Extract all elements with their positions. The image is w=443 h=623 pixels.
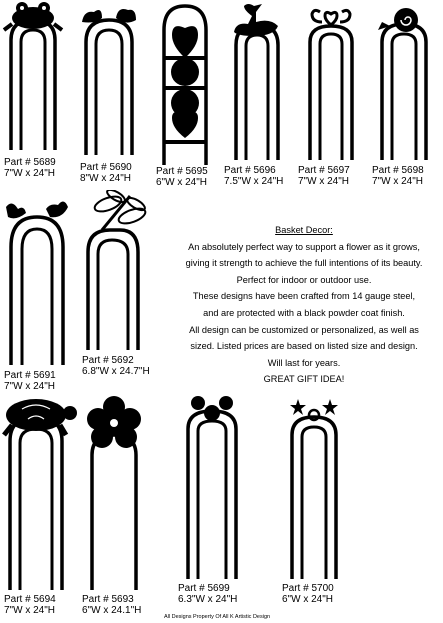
stars-icon: [282, 395, 352, 581]
flower-icon: [80, 395, 150, 592]
product-5698: [372, 0, 442, 187]
footer-copyright: All Designs Property Of All K Artistic Design: [164, 614, 271, 620]
birds-icon: [74, 0, 146, 160]
description-line: All design can be customized or personalized, as well as: [189, 324, 419, 335]
part-number: Part # 5697: [298, 165, 350, 176]
dimensions: 6"W x 24"H: [282, 594, 334, 605]
dragonfly-icon: [80, 190, 160, 355]
duck-icon: [224, 0, 294, 165]
description-line: sized. Listed prices are based on listed size and design.: [190, 341, 418, 352]
dimensions: 6"W x 24"H: [156, 177, 208, 188]
product-5692: [80, 190, 160, 377]
product-5694: [0, 395, 78, 616]
dimensions: 6.3"W x 24"H: [178, 594, 238, 605]
part-number: Part # 5699: [178, 583, 230, 594]
part-number: Part # 5696: [224, 165, 276, 176]
description-line: Perfect for indoor or outdoor use.: [236, 274, 372, 285]
description-line: and are protected with a black powder coat finish.: [203, 307, 405, 318]
description-title: Basket Decor:: [275, 225, 333, 235]
product-5689: [0, 0, 70, 179]
part-number: Part # 5698: [372, 165, 424, 176]
product-5693: [80, 395, 150, 616]
part-number: Part # 5689: [4, 157, 56, 168]
description-line: An absolutely perfect way to support a flower as it grows,: [188, 241, 420, 252]
dimensions: 7"W x 24"H: [372, 176, 424, 187]
dimensions: 6"W x 24.1"H: [82, 605, 142, 616]
part-number: Part # 5692: [82, 355, 134, 366]
product-5697: [298, 0, 368, 187]
product-5690: [74, 0, 146, 184]
part-number: Part # 5690: [80, 162, 132, 173]
frog-icon: [0, 0, 70, 155]
bird-pair-icon: [0, 195, 74, 370]
part-number: Part # 5691: [4, 370, 56, 381]
dimensions: 6.8"W x 24.7"H: [82, 366, 150, 377]
part-number: Part # 5700: [282, 583, 334, 594]
scroll-heart-icon: [298, 0, 368, 164]
dimensions: 7"W x 24"H: [298, 176, 350, 187]
description-line: giving it strength to achieve the full intentions of its beauty.: [185, 258, 423, 269]
product-5699: [178, 395, 248, 605]
product-5691: [0, 195, 74, 392]
part-number: Part # 5695: [156, 166, 208, 177]
dimensions: 7"W x 24"H: [4, 381, 56, 392]
description-line: Will last for years.: [267, 357, 341, 368]
turtle-icon: [0, 395, 78, 592]
heart-panel-icon: [152, 0, 222, 172]
snail-icon: [372, 0, 442, 164]
product-5700: [282, 395, 352, 605]
product-description: [170, 222, 438, 388]
dimensions: 7.5"W x 24"H: [224, 176, 284, 187]
description-line: These designs have been crafted from 14 gauge steel,: [192, 291, 416, 302]
dimensions: 8"W x 24"H: [80, 173, 132, 184]
mouse-ears-icon: [178, 395, 248, 581]
dimensions: 7"W x 24"H: [4, 168, 56, 179]
part-number: Part # 5694: [4, 594, 56, 605]
product-5695: [152, 0, 222, 188]
description-line: GREAT GIFT IDEA!: [263, 374, 345, 385]
dimensions: 7"W x 24"H: [4, 605, 56, 616]
part-number: Part # 5693: [82, 594, 134, 605]
product-5696: [224, 0, 294, 187]
